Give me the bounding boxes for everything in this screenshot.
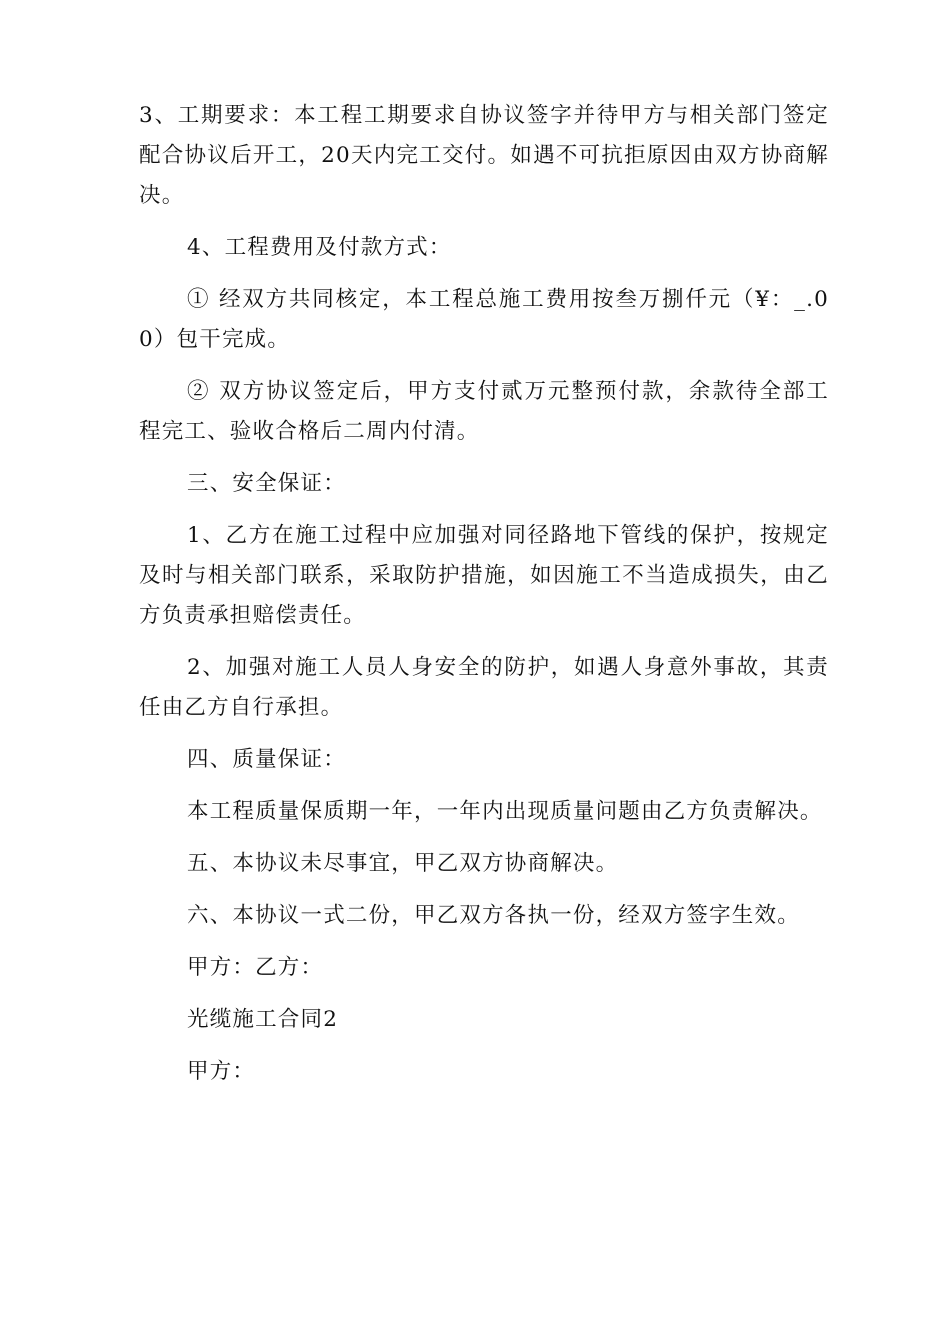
paragraph-copies: 六、本协议一式二份，甲乙双方各执一份，经双方签字生效。 (187, 903, 800, 928)
paragraph-warranty: 本工程质量保质期一年，一年内出现质量问题由乙方负责解决。 (187, 799, 823, 824)
contract-title-2: 光缆施工合同2 (187, 1007, 339, 1032)
paragraph-unresolved-matters: 五、本协议未尽事宜，甲乙双方协商解决。 (187, 851, 619, 876)
signature-parties: 甲方：乙方： (187, 955, 324, 980)
section-heading-quality: 四、质量保证： (187, 747, 346, 772)
paragraph-pipeline-protection: 1、乙方在施工过程中应加强对同径路地下管线的保护，按规定及时与相关部门联系，采取防护措施，如因施工不当造成损失，由乙方负责承担赔偿责任。 (139, 523, 829, 628)
paragraph-payment: ② 双方协议签定后，甲方支付贰万元整预付款，余款待全部工程完工、验收合格后二周内付清。 (139, 379, 829, 444)
party-a-label: 甲方： (187, 1059, 256, 1084)
section-heading-safety: 三、安全保证： (187, 471, 346, 496)
paragraph-fee-heading: 4、工程费用及付款方式： (187, 235, 452, 260)
paragraph-total-fee: ① 经双方共同核定，本工程总施工费用按叁万捌仟元（¥：_.00）包干完成。 (139, 287, 829, 352)
paragraph-personnel-safety: 2、加强对施工人员人身安全的防护，如遇人身意外事故，其责任由乙方自行承担。 (139, 655, 829, 720)
paragraph-construction-period: 3、工期要求：本工程工期要求自协议签字并待甲方与相关部门签定配合协议后开工，20天内完工交付。如遇不可抗拒原因由双方协商解决。 (139, 103, 829, 208)
document-page (139, 96, 829, 1104)
